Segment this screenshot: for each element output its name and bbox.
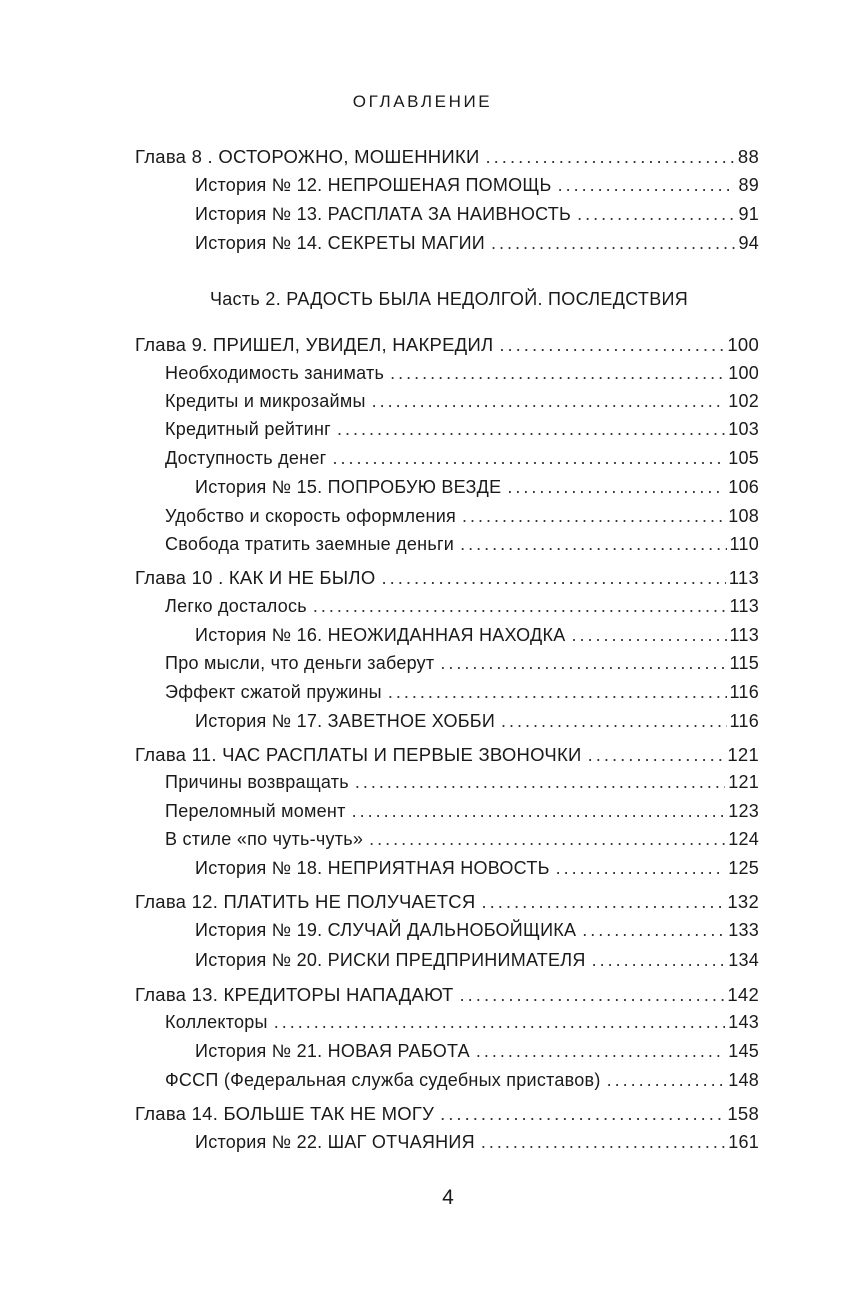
dot-leader bbox=[388, 682, 727, 703]
dot-leader bbox=[460, 984, 725, 1006]
toc-entry-chapter[interactable] bbox=[135, 1103, 759, 1129]
dot-leader bbox=[462, 506, 725, 527]
toc-entry-section[interactable] bbox=[165, 1012, 759, 1038]
toc-entry-section[interactable] bbox=[165, 419, 759, 445]
entry-label: ФССП (Федеральная служба судебных приставов) bbox=[165, 1070, 601, 1090]
entry-page: 148 bbox=[728, 1070, 759, 1090]
toc-entry-chapter[interactable] bbox=[135, 891, 759, 917]
entry-label: Причины возвращать bbox=[165, 772, 349, 792]
entry-page: 116 bbox=[729, 682, 759, 702]
entry-label: Глава 9. ПРИШЕЛ, УВИДЕЛ, НАКРЕДИЛ bbox=[135, 334, 494, 355]
dot-leader bbox=[592, 950, 726, 971]
entry-label: Кредитный рейтинг bbox=[165, 419, 331, 439]
entry-page: 115 bbox=[729, 653, 759, 673]
dot-leader bbox=[313, 596, 727, 617]
entry-page: 161 bbox=[728, 1132, 759, 1152]
entry-page: 133 bbox=[728, 920, 759, 940]
entry-label: Глава 10 . КАК И НЕ БЫЛО bbox=[135, 567, 376, 588]
dot-leader bbox=[274, 1012, 726, 1033]
entry-page: 103 bbox=[728, 419, 759, 439]
entry-page: 124 bbox=[728, 829, 759, 849]
dot-leader bbox=[481, 891, 724, 913]
toc-entry-section[interactable] bbox=[165, 448, 759, 474]
dot-leader bbox=[440, 1103, 724, 1125]
entry-label: История № 19. СЛУЧАЙ ДАЛЬНОБОЙЩИКА bbox=[195, 920, 577, 940]
entry-label: Переломный момент bbox=[165, 801, 346, 821]
entry-page: 100 bbox=[728, 363, 759, 383]
toc-entry-section[interactable] bbox=[165, 682, 759, 708]
dot-leader bbox=[390, 363, 725, 384]
toc-entry-chapter[interactable] bbox=[135, 744, 759, 770]
entry-label: История № 18. НЕПРИЯТНАЯ НОВОСТЬ bbox=[195, 858, 550, 878]
entry-label: Глава 11. ЧАС РАСПЛАТЫ И ПЕРВЫЕ ЗВОНОЧКИ bbox=[135, 744, 582, 765]
toc-entry-section[interactable] bbox=[165, 534, 759, 560]
entry-page: 106 bbox=[728, 477, 759, 497]
entry-label: История № 15. ПОПРОБУЮ ВЕЗДЕ bbox=[195, 477, 502, 497]
entry-label: История № 22. ШАГ ОТЧАЯНИЯ bbox=[195, 1132, 475, 1152]
entry-label: История № 13. РАСПЛАТА ЗА НАИВНОСТЬ bbox=[195, 204, 572, 224]
entry-page: 102 bbox=[728, 391, 759, 411]
toc-entry-story[interactable] bbox=[195, 477, 759, 503]
entry-page: 89 bbox=[738, 175, 759, 195]
toc-entry-section[interactable] bbox=[165, 801, 759, 827]
entry-label: Про мысли, что деньги заберут bbox=[165, 653, 435, 673]
dot-leader bbox=[558, 175, 736, 196]
entry-label: История № 21. НОВАЯ РАБОТА bbox=[195, 1041, 470, 1061]
entry-page: 91 bbox=[738, 204, 759, 224]
dot-leader bbox=[440, 653, 726, 674]
toc-entry-chapter[interactable] bbox=[135, 334, 759, 360]
toc-entry-chapter[interactable] bbox=[135, 567, 759, 593]
toc-entry-section[interactable] bbox=[165, 391, 759, 417]
entry-page: 145 bbox=[728, 1041, 759, 1061]
toc-entry-story[interactable] bbox=[195, 920, 759, 946]
dot-leader bbox=[372, 391, 726, 412]
entry-page: 113 bbox=[729, 596, 759, 616]
entry-page: 134 bbox=[728, 950, 759, 970]
entry-label: Кредиты и микрозаймы bbox=[165, 391, 366, 411]
entry-page: 94 bbox=[738, 233, 759, 253]
entry-page: 158 bbox=[727, 1103, 759, 1124]
entry-label: История № 14. СЕКРЕТЫ МАГИИ bbox=[195, 233, 485, 253]
toc-entry-chapter[interactable] bbox=[135, 984, 759, 1010]
entry-label: История № 12. НЕПРОШЕНАЯ ПОМОЩЬ bbox=[195, 175, 552, 195]
toc-entry-section[interactable] bbox=[165, 772, 759, 798]
entry-label: История № 17. ЗАВЕТНОЕ ХОББИ bbox=[195, 711, 496, 731]
entry-label: Легко досталось bbox=[165, 596, 307, 616]
toc-entry-story[interactable] bbox=[195, 175, 759, 201]
entry-page: 116 bbox=[729, 711, 759, 731]
toc-entry-section[interactable] bbox=[165, 363, 759, 389]
toc-entry-story[interactable] bbox=[195, 204, 759, 230]
dot-leader bbox=[556, 858, 726, 879]
entry-page: 108 bbox=[728, 506, 759, 526]
dot-leader bbox=[491, 233, 736, 254]
dot-leader bbox=[571, 625, 726, 646]
entry-page: 113 bbox=[729, 625, 759, 645]
toc-entry-section[interactable] bbox=[165, 829, 759, 855]
entry-label: Свобода тратить заемные деньги bbox=[165, 534, 455, 554]
toc-entry-story[interactable] bbox=[195, 1041, 759, 1067]
toc-entry-section[interactable] bbox=[165, 596, 759, 622]
entry-page: 100 bbox=[727, 334, 759, 355]
dot-leader bbox=[577, 204, 735, 225]
page-number: 4 bbox=[442, 1186, 454, 1209]
entry-page: 105 bbox=[728, 448, 759, 468]
dot-leader bbox=[501, 711, 727, 732]
dot-leader bbox=[381, 567, 725, 589]
entry-page: 143 bbox=[728, 1012, 759, 1032]
dot-leader bbox=[352, 801, 726, 822]
entry-label: Глава 12. ПЛАТИТЬ НЕ ПОЛУЧАЕТСЯ bbox=[135, 891, 476, 912]
toc-entry-story[interactable] bbox=[195, 1132, 759, 1158]
dot-leader bbox=[481, 1132, 725, 1153]
dot-leader bbox=[588, 744, 725, 766]
entry-label: Доступность денег bbox=[165, 448, 327, 468]
dot-leader bbox=[369, 829, 725, 850]
toc-entry-section[interactable] bbox=[165, 653, 759, 679]
dot-leader bbox=[582, 920, 725, 941]
entry-label: Эффект сжатой пружины bbox=[165, 682, 382, 702]
entry-page: 123 bbox=[728, 801, 759, 821]
entry-page: 121 bbox=[728, 772, 759, 792]
entry-page: 110 bbox=[729, 534, 759, 554]
dot-leader bbox=[476, 1041, 725, 1062]
toc-entry-section[interactable] bbox=[165, 506, 759, 532]
dot-leader bbox=[337, 419, 725, 440]
toc-entry-chapter[interactable] bbox=[135, 146, 759, 172]
dot-leader bbox=[355, 772, 725, 793]
dot-leader bbox=[460, 534, 726, 555]
dot-leader bbox=[607, 1070, 726, 1091]
toc-entry-story[interactable] bbox=[195, 858, 759, 884]
entry-label: Необходимость занимать bbox=[165, 363, 385, 383]
dot-leader bbox=[332, 448, 725, 469]
toc-entry-story[interactable] bbox=[195, 950, 759, 976]
entry-label: Глава 8 . ОСТОРОЖНО, МОШЕННИКИ bbox=[135, 146, 480, 167]
entry-label: Глава 13. КРЕДИТОРЫ НАПАДАЮТ bbox=[135, 984, 454, 1005]
toc-title: ОГЛАВЛЕНИЕ bbox=[352, 92, 493, 111]
toc-entry-section[interactable] bbox=[165, 1070, 759, 1096]
entry-label: В стиле «по чуть-чуть» bbox=[165, 829, 364, 849]
toc-entry-story[interactable] bbox=[195, 233, 759, 259]
entry-page: 121 bbox=[727, 744, 759, 765]
dot-leader bbox=[507, 477, 725, 498]
entry-label: История № 16. НЕОЖИДАННАЯ НАХОДКА bbox=[195, 625, 566, 645]
part-heading: Часть 2. РАДОСТЬ БЫЛА НЕДОЛГОЙ. ПОСЛЕДСТВИЯ bbox=[209, 289, 689, 309]
entry-page: 88 bbox=[737, 146, 759, 167]
dot-leader bbox=[486, 146, 735, 168]
entry-label: Коллекторы bbox=[165, 1012, 268, 1032]
entry-label: Удобство и скорость оформления bbox=[165, 506, 457, 526]
entry-page: 113 bbox=[728, 567, 759, 588]
entry-page: 132 bbox=[727, 891, 759, 912]
toc-entry-story[interactable] bbox=[195, 711, 759, 737]
entry-label: История № 20. РИСКИ ПРЕДПРИНИМАТЕЛЯ bbox=[195, 950, 586, 970]
entry-label: Глава 14. БОЛЬШЕ ТАК НЕ МОГУ bbox=[135, 1103, 435, 1124]
toc-entry-story[interactable] bbox=[195, 625, 759, 651]
entry-page: 142 bbox=[727, 984, 759, 1005]
dot-leader bbox=[499, 334, 724, 356]
entry-page: 125 bbox=[728, 858, 759, 878]
